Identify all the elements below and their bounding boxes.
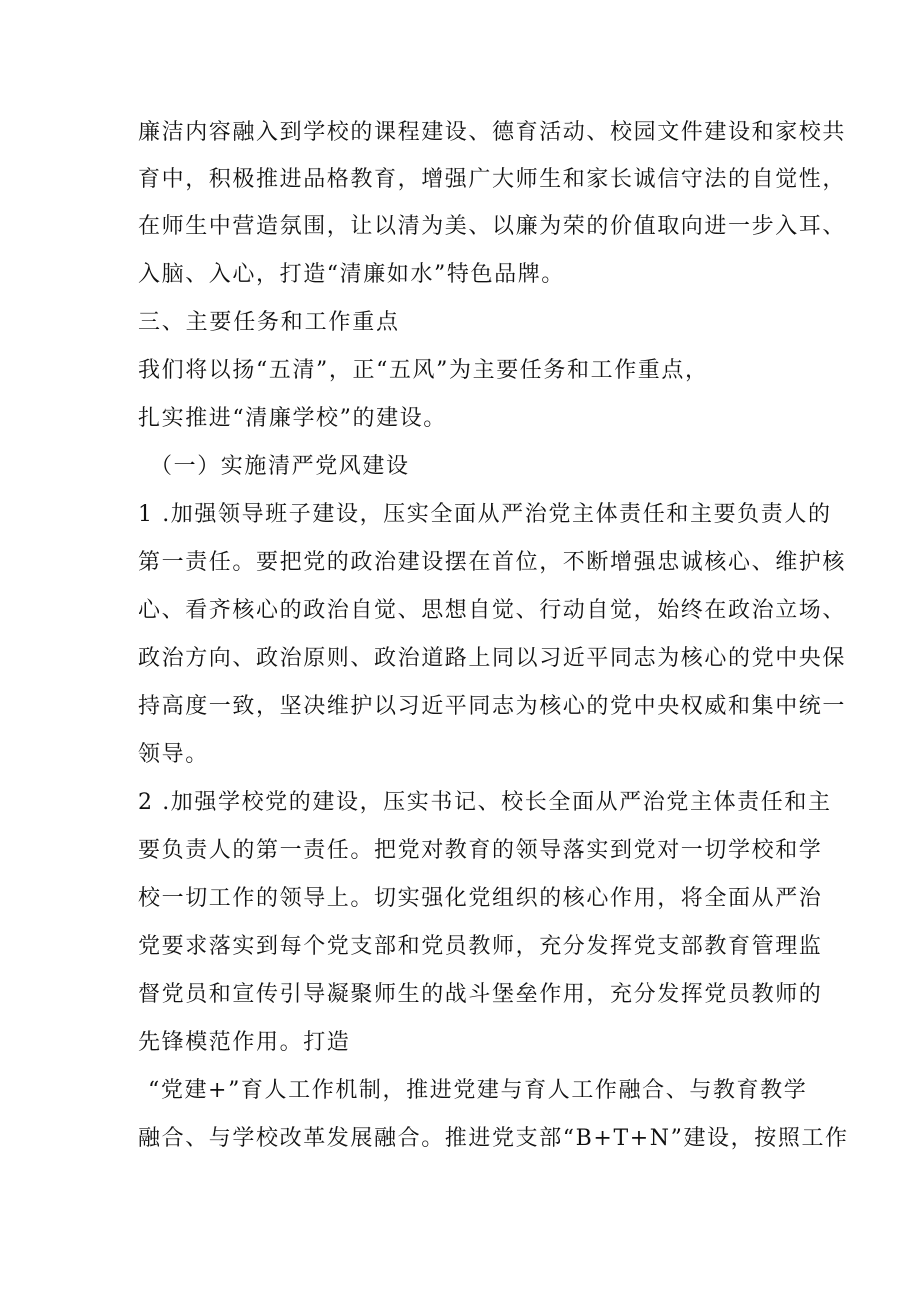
paragraph-line: 持高度一致，坚决维护以习近平同志为核心的党中央权威和集中统一 <box>138 694 847 719</box>
paragraph-line: 在师生中营造氛围，让以清为美、以廉为荣的价值取向进一步入耳、 <box>138 214 847 239</box>
paragraph-line: 校一切工作的领导上。切实强化党组织的核心作用，将全面从严治 <box>138 886 823 911</box>
list-item-2-line: 2 .加强学校党的建设，压实书记、校长全面从严治党主体责任和主 <box>138 790 832 815</box>
paragraph-line: 党要求落实到每个党支部和党员教师，充分发挥党支部教育管理监 <box>138 934 823 959</box>
paragraph-line: 政治方向、政治原则、政治道路上同以习近平同志为核心的党中央保 <box>138 646 847 671</box>
paragraph-line: 先锋模范作用。打造 <box>138 1030 351 1055</box>
paragraph-line: 督党员和宣传引导凝聚师生的战斗堡垒作用，充分发挥党员教师的 <box>138 982 823 1007</box>
paragraph-line: 我们将以扬“五清”，正“五风”为主要任务和工作重点， <box>138 358 709 383</box>
paragraph-line: 第一责任。要把党的政治建设摆在首位，不断增强忠诚核心、维护核 <box>138 550 847 575</box>
paragraph-line: “党建+”育人工作机制，推进党建与育人工作融合、与教育教学 <box>148 1078 808 1103</box>
paragraph-line: 领导。 <box>138 742 209 767</box>
paragraph-line: 融合、与学校改革发展融合。推进党支部“B+T+N”建设，按照工作 <box>138 1126 849 1151</box>
paragraph-line: 要负责人的第一责任。把党对教育的领导落实到党对一切学校和学 <box>138 838 823 863</box>
paragraph-line: 育中，积极推进品格教育，增强广大师生和家长诚信守法的自觉性， <box>138 167 847 192</box>
paragraph-line: 入脑、入心，打造“清廉如水”特色品牌。 <box>138 262 565 287</box>
subsection-heading: （一）实施清严党风建设 <box>150 454 410 479</box>
paragraph-line: 廉洁内容融入到学校的课程建设、德育活动、校园文件建设和家校共 <box>138 120 847 145</box>
paragraph-line: 扎实推进“清廉学校”的建设。 <box>138 406 447 431</box>
section-heading: 三、主要任务和工作重点 <box>138 310 400 335</box>
paragraph-line: 心、看齐核心的政治自觉、思想自觉、行动自觉，始终在政治立场、 <box>138 598 847 623</box>
list-item-1-line: 1 .加强领导班子建设，压实全面从严治党主体责任和主要负责人的 <box>138 502 832 527</box>
